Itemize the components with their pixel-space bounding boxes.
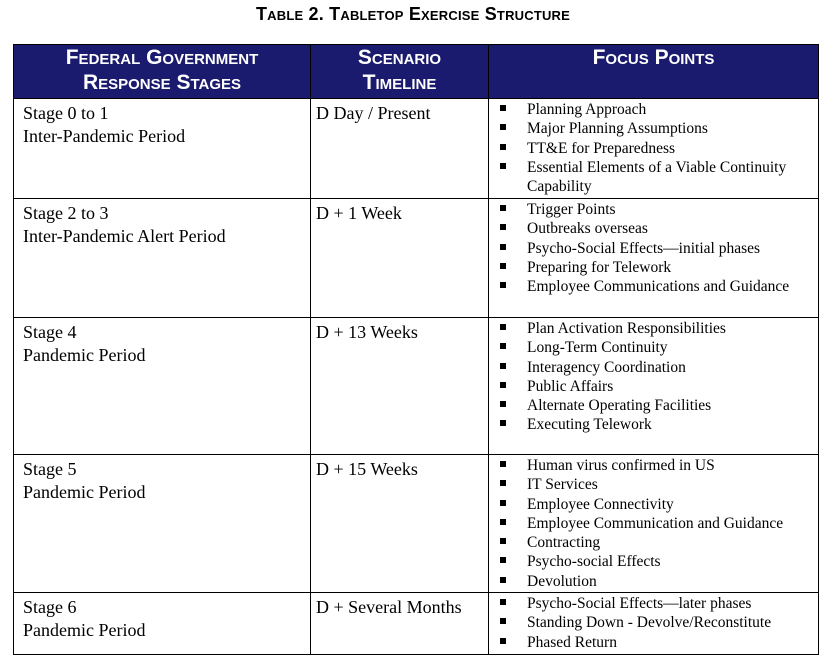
focus-text: Employee Connectivity bbox=[527, 495, 674, 513]
period-label: Inter-Pandemic Period bbox=[23, 126, 186, 146]
header-line: Response Stages bbox=[82, 71, 242, 94]
timeline-cell: D + 15 Weeks bbox=[311, 455, 489, 593]
focus-item bbox=[489, 495, 818, 514]
focus-item bbox=[489, 572, 818, 591]
focus-text: Interagency Coordination bbox=[527, 358, 686, 376]
focus-text: Planning Approach bbox=[527, 101, 647, 118]
focus-text: Employee Communication and Guidance bbox=[527, 514, 784, 532]
timeline-cell: D + Several Months bbox=[311, 593, 489, 655]
header-line: Scenario bbox=[357, 46, 442, 69]
stage-label: Stage 4 bbox=[23, 322, 77, 342]
timeline-cell: D + 1 Week bbox=[311, 199, 489, 318]
focus-list bbox=[489, 200, 818, 296]
focus-cell bbox=[489, 593, 819, 655]
focus-list bbox=[489, 594, 818, 652]
square-bullet-icon bbox=[500, 244, 506, 250]
focus-item bbox=[489, 514, 818, 533]
focus-list bbox=[489, 100, 818, 196]
header-response-stages bbox=[14, 45, 311, 99]
stage-cell bbox=[14, 318, 311, 455]
focus-list bbox=[489, 319, 818, 435]
focus-text: Alternate Operating Facilities bbox=[527, 397, 712, 415]
square-bullet-icon bbox=[500, 557, 506, 563]
focus-text: Contracting bbox=[527, 534, 601, 552]
square-bullet-icon bbox=[500, 461, 506, 467]
square-bullet-icon bbox=[500, 124, 506, 130]
period-label: Pandemic Period bbox=[23, 620, 146, 640]
square-bullet-icon bbox=[500, 577, 506, 583]
focus-text: Employee Communications and Guidance bbox=[527, 278, 790, 296]
focus-list bbox=[489, 456, 818, 591]
focus-item bbox=[489, 475, 818, 494]
square-bullet-icon bbox=[500, 382, 506, 388]
focus-cell bbox=[489, 318, 819, 455]
focus-text: Essential Elements of a Viable Continuity Capability bbox=[527, 158, 787, 196]
square-bullet-icon bbox=[500, 282, 506, 288]
focus-text: Trigger Points bbox=[527, 201, 616, 218]
focus-cell bbox=[489, 199, 819, 318]
focus-item bbox=[489, 552, 818, 571]
focus-item bbox=[489, 119, 818, 138]
stage-label: Stage 5 bbox=[23, 459, 77, 479]
square-bullet-icon bbox=[500, 420, 506, 426]
header-line: Timeline bbox=[362, 71, 437, 94]
focus-item bbox=[489, 158, 818, 197]
focus-text: Psycho-social Effects bbox=[527, 553, 661, 571]
square-bullet-icon bbox=[500, 538, 506, 544]
focus-text: Psycho-Social Effects—initial phases bbox=[527, 239, 761, 257]
square-bullet-icon bbox=[500, 638, 506, 644]
focus-item bbox=[489, 633, 818, 652]
focus-item bbox=[489, 613, 818, 632]
focus-cell bbox=[489, 455, 819, 593]
header-line: Federal Government bbox=[65, 46, 259, 69]
focus-item bbox=[489, 219, 818, 238]
square-bullet-icon bbox=[500, 263, 506, 269]
stage-cell bbox=[14, 455, 311, 593]
focus-item bbox=[489, 396, 818, 415]
square-bullet-icon bbox=[500, 618, 506, 624]
square-bullet-icon bbox=[500, 519, 506, 525]
square-bullet-icon bbox=[500, 599, 506, 605]
focus-text: IT Services bbox=[527, 476, 598, 494]
table-row bbox=[14, 199, 819, 318]
focus-text: Plan Activation Responsibilities bbox=[527, 320, 726, 337]
square-bullet-icon bbox=[500, 500, 506, 506]
timeline-cell: D + 13 Weeks bbox=[311, 318, 489, 455]
focus-item bbox=[489, 200, 818, 219]
focus-item bbox=[489, 338, 818, 357]
focus-text: Phased Return bbox=[527, 633, 617, 651]
focus-text: Standing Down - Devolve/Reconstitute bbox=[527, 614, 772, 632]
focus-item bbox=[489, 377, 818, 396]
focus-text: Public Affairs bbox=[527, 377, 614, 395]
square-bullet-icon bbox=[500, 224, 506, 230]
focus-text: Preparing for Telework bbox=[527, 258, 672, 276]
stage-label: Stage 6 bbox=[23, 597, 77, 617]
header-row bbox=[14, 45, 819, 99]
focus-item bbox=[489, 594, 818, 613]
table-row bbox=[14, 318, 819, 455]
focus-item bbox=[489, 139, 818, 158]
focus-item bbox=[489, 277, 818, 296]
header-scenario-timeline bbox=[311, 45, 489, 99]
focus-text: Outbreaks overseas bbox=[527, 220, 648, 238]
square-bullet-icon bbox=[500, 363, 506, 369]
stage-label: Stage 0 to 1 bbox=[23, 103, 109, 123]
focus-item bbox=[489, 415, 818, 434]
timeline-cell: D Day / Present bbox=[311, 99, 489, 199]
focus-cell bbox=[489, 99, 819, 199]
stage-cell bbox=[14, 199, 311, 318]
period-label: Pandemic Period bbox=[23, 482, 146, 502]
stage-cell bbox=[14, 99, 311, 199]
focus-text: TT&E for Preparedness bbox=[527, 139, 676, 157]
focus-item bbox=[489, 319, 818, 338]
focus-text: Devolution bbox=[527, 572, 597, 590]
focus-text: Major Planning Assumptions bbox=[527, 120, 708, 138]
focus-item bbox=[489, 358, 818, 377]
stage-label: Stage 2 to 3 bbox=[23, 203, 109, 223]
square-bullet-icon bbox=[500, 343, 506, 349]
focus-text: Executing Telework bbox=[527, 416, 652, 434]
square-bullet-icon bbox=[500, 105, 506, 111]
focus-item bbox=[489, 239, 818, 258]
focus-item bbox=[489, 456, 818, 475]
table-title: Table 2. Tabletop Exercise Structure bbox=[255, 4, 571, 24]
focus-text: Psycho-Social Effects—later phases bbox=[527, 595, 752, 612]
table-row bbox=[14, 99, 819, 199]
focus-text: Long-Term Continuity bbox=[527, 339, 668, 357]
square-bullet-icon bbox=[500, 163, 506, 169]
square-bullet-icon bbox=[500, 324, 506, 330]
header-line: Focus Points bbox=[592, 46, 715, 69]
focus-item bbox=[489, 258, 818, 277]
focus-item bbox=[489, 533, 818, 552]
table-row bbox=[14, 455, 819, 593]
stage-cell bbox=[14, 593, 311, 655]
square-bullet-icon bbox=[500, 205, 506, 211]
table-row bbox=[14, 593, 819, 655]
period-label: Pandemic Period bbox=[23, 345, 146, 365]
header-focus-points bbox=[489, 45, 819, 99]
exercise-structure-table bbox=[13, 44, 819, 655]
square-bullet-icon bbox=[500, 401, 506, 407]
focus-text: Human virus confirmed in US bbox=[527, 457, 715, 474]
period-label: Inter-Pandemic Alert Period bbox=[23, 226, 226, 246]
focus-item bbox=[489, 100, 818, 119]
square-bullet-icon bbox=[500, 144, 506, 150]
square-bullet-icon bbox=[500, 480, 506, 486]
